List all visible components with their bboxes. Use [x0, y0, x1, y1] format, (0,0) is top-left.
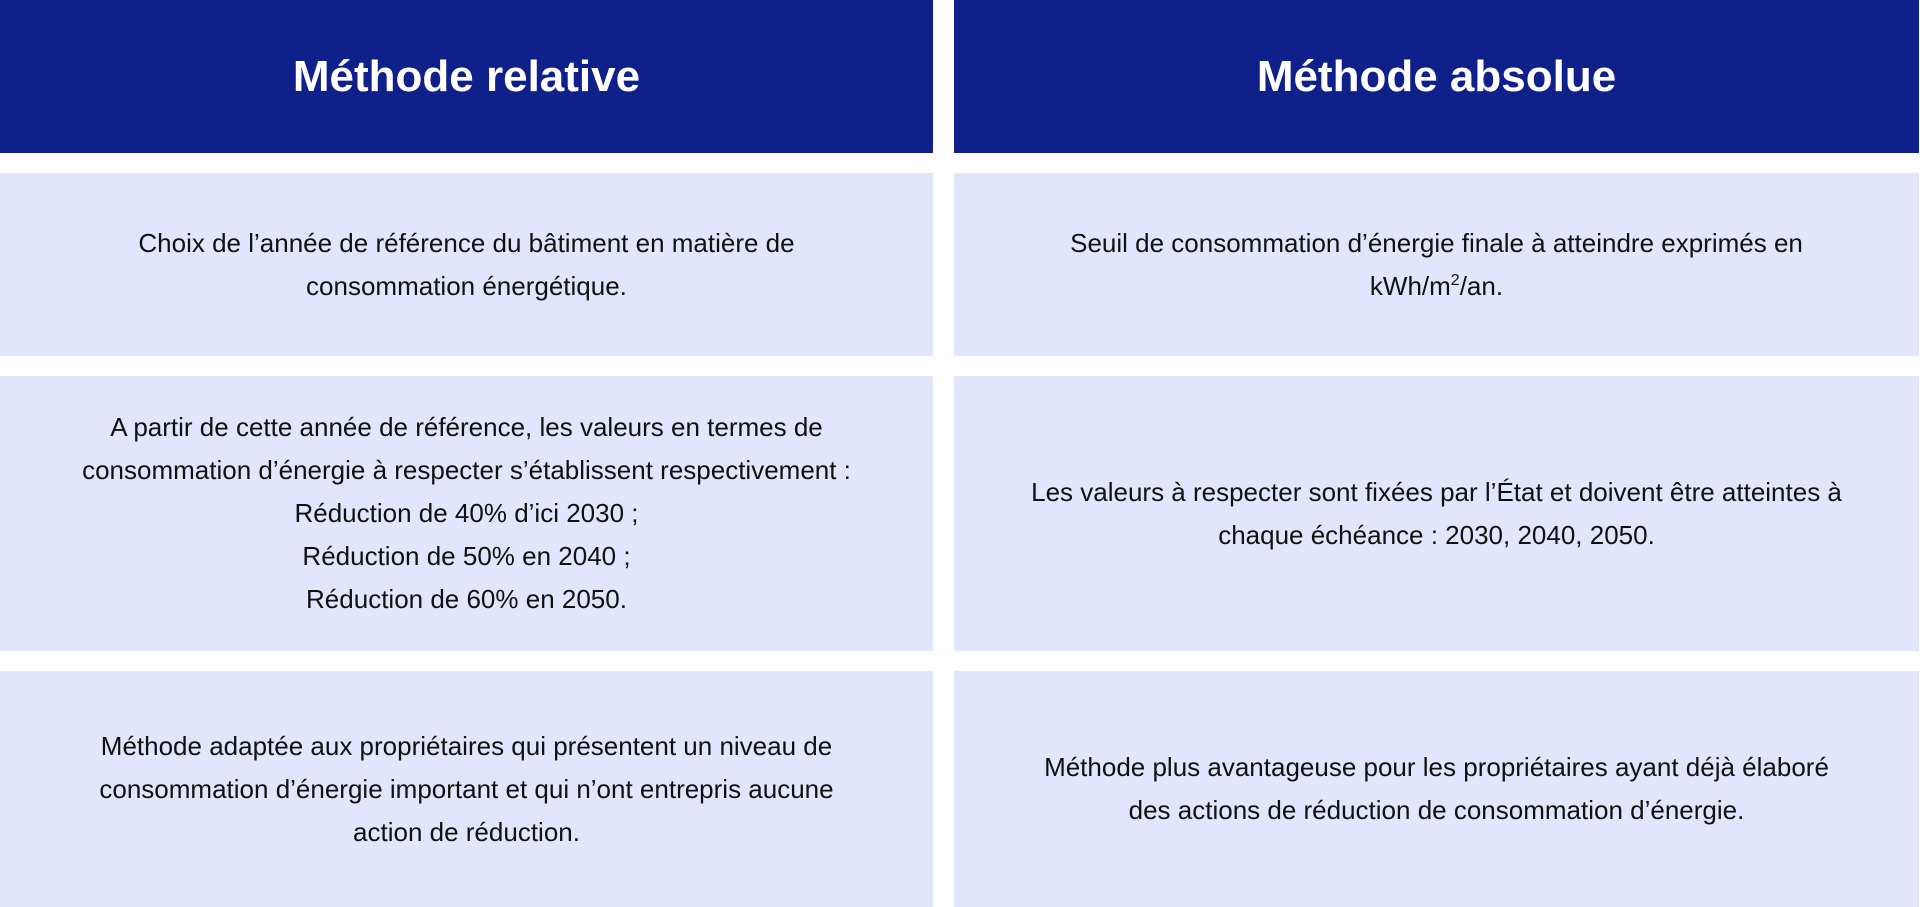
cell-text-line-unit [1370, 265, 1503, 308]
cell-r1-absolue [954, 173, 1919, 356]
cell-text-line: Réduction de 40% d’ici 2030 ; [294, 498, 639, 528]
unit-text-suffix: /an. [1459, 270, 1504, 301]
cell-text-line: Seuil de consommation d’énergie finale à atteindre exprimés en [1070, 227, 1803, 258]
cell-text-line: Méthode adaptée aux propriétaires qui présentent un niveau de [100, 730, 833, 761]
cell-text-line: Réduction de 60% en 2050. [306, 584, 627, 614]
cell-text-line: consommation d’énergie à respecter s’établissent respectivement : [82, 455, 851, 485]
cell-text-line: consommation énergétique. [306, 270, 627, 301]
cell-r1-relative [0, 173, 933, 356]
cell-text-line: chaque échéance : 2030, 2040, 2050. [1218, 519, 1655, 550]
unit-superscript: 2 [1450, 271, 1460, 289]
header-relative [0, 0, 933, 153]
cell-r2-absolue [954, 376, 1919, 651]
header-absolue-label: Méthode absolue [1256, 51, 1617, 101]
cell-text-line: Les valeurs à respecter sont fixées par l’État et doivent être atteintes à [1031, 476, 1842, 507]
header-relative-label: Méthode relative [292, 51, 641, 101]
cell-text-line: Choix de l’année de référence du bâtiment en matière de [138, 227, 795, 258]
cell-r2-relative [0, 376, 933, 651]
cell-text-line: Méthode plus avantageuse pour les propriétaires ayant déjà élaboré [1044, 752, 1829, 782]
cell-r3-relative [0, 671, 933, 907]
header-absolue [954, 0, 1919, 153]
cell-r3-absolue [954, 671, 1919, 907]
cell-text-line: action de réduction. [353, 816, 580, 847]
cell-text-line: Réduction de 50% en 2040 ; [302, 541, 631, 571]
cell-text-line: A partir de cette année de référence, les valeurs en termes de [110, 412, 823, 442]
cell-text-line: des actions de réduction de consommation d’énergie. [1128, 795, 1745, 825]
unit-text: kWh/m [1369, 270, 1451, 301]
cell-text-line: consommation d’énergie important et qui n’ont entrepris aucune [99, 773, 834, 804]
